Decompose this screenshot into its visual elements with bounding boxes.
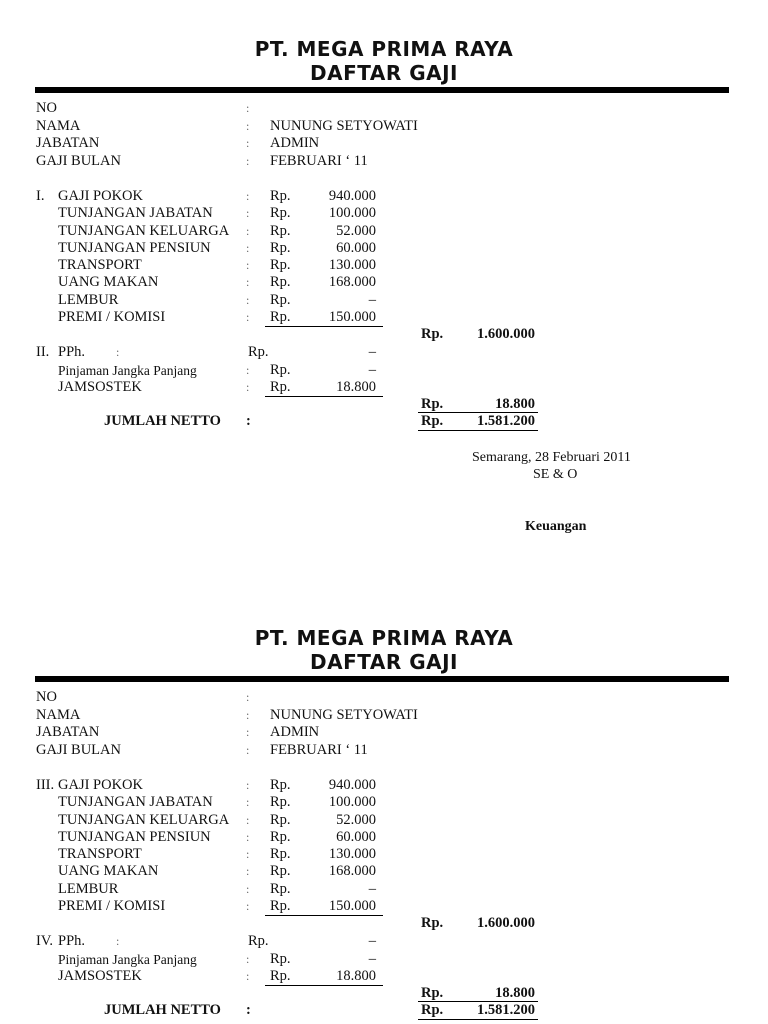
income-label: TUNJANGAN PENSIUN: [58, 829, 211, 845]
income-label: TUNJANGAN KELUARGA: [58, 812, 230, 828]
income-currency: Rp.: [270, 188, 291, 204]
colon: :: [246, 708, 250, 722]
colon: :: [246, 101, 250, 115]
document-title: DAFTAR GAJI: [310, 650, 458, 674]
deduction-label: JAMSOSTEK: [58, 968, 142, 984]
field-label-no: NO: [36, 689, 57, 705]
income-currency: Rp.: [270, 292, 291, 308]
field-value-jabatan: ADMIN: [270, 724, 320, 740]
field-value-gaji-bulan: FEBRUARI ‘ 11: [270, 153, 368, 169]
colon: :: [246, 136, 250, 150]
income-amount: 150.000: [328, 898, 376, 914]
colon: :: [246, 258, 250, 272]
subtotal-underline: [265, 985, 383, 986]
income-currency: Rp.: [270, 240, 291, 256]
deduction-total-currency: Rp.: [421, 985, 444, 1001]
header-rule: [35, 87, 729, 93]
income-label: PREMI / KOMISI: [58, 309, 166, 325]
field-value-nama: NUNUNG SETYOWATI: [270, 118, 418, 134]
income-label: TRANSPORT: [58, 257, 142, 273]
income-label: UANG MAKAN: [58, 863, 159, 879]
income-amount: 130.000: [328, 257, 376, 273]
colon: :: [246, 690, 250, 704]
deduction-label: JAMSOSTEK: [58, 379, 142, 395]
income-amount: 60.000: [336, 829, 376, 845]
netto-underline: [418, 1019, 538, 1020]
colon: :: [246, 725, 250, 739]
deduction-total-amount: 18.800: [495, 396, 535, 412]
colon: :: [116, 934, 120, 948]
income-currency: Rp.: [270, 863, 291, 879]
income-label: TUNJANGAN JABATAN: [58, 205, 213, 221]
colon: :: [246, 189, 250, 203]
income-amount: –: [368, 881, 376, 897]
colon: :: [246, 899, 250, 913]
field-label-gaji-bulan: GAJI BULAN: [36, 742, 121, 758]
income-currency: Rp.: [270, 309, 291, 325]
colon: :: [246, 778, 250, 792]
income-amount: 940.000: [328, 777, 376, 793]
netto-amount: 1.581.200: [477, 1002, 535, 1018]
deduction-label: PPh.: [58, 344, 86, 360]
colon: :: [246, 743, 250, 757]
netto-currency: Rp.: [421, 1002, 444, 1018]
deduction-currency: Rp.: [270, 968, 291, 984]
income-total-currency: Rp.: [421, 326, 444, 342]
income-numeral: III.: [36, 777, 55, 793]
income-amount: 52.000: [336, 812, 376, 828]
subtotal-underline: [265, 396, 383, 397]
deduction-amount: –: [368, 951, 376, 967]
income-amount: 130.000: [328, 846, 376, 862]
colon: :: [246, 224, 250, 238]
netto-amount: 1.581.200: [477, 413, 535, 429]
income-currency: Rp.: [270, 274, 291, 290]
company-name: PT. MEGA PRIMA RAYA: [254, 37, 514, 61]
colon: :: [246, 1002, 251, 1018]
deduction-currency: Rp.: [270, 362, 291, 378]
deduction-currency: Rp.: [270, 379, 291, 395]
income-amount: 100.000: [328, 205, 376, 221]
field-value-jabatan: ADMIN: [270, 135, 320, 151]
deduction-numeral: II.: [36, 344, 50, 360]
place-date: Semarang, 28 Februari 2011: [472, 450, 631, 465]
colon: :: [246, 119, 250, 133]
colon: :: [246, 969, 250, 983]
income-amount: 940.000: [328, 188, 376, 204]
colon: :: [246, 293, 250, 307]
document-title: DAFTAR GAJI: [310, 61, 458, 85]
field-label-jabatan: JABATAN: [36, 724, 100, 740]
colon: :: [246, 380, 250, 394]
income-label: TUNJANGAN JABATAN: [58, 794, 213, 810]
colon: :: [246, 795, 250, 809]
colon: :: [246, 847, 250, 861]
colon: :: [246, 413, 251, 429]
field-label-nama: NAMA: [36, 118, 81, 134]
deduction-label: PPh.: [58, 933, 86, 949]
income-currency: Rp.: [270, 812, 291, 828]
colon: :: [246, 830, 250, 844]
income-label: GAJI POKOK: [58, 188, 143, 204]
income-currency: Rp.: [270, 257, 291, 273]
income-label: TUNJANGAN PENSIUN: [58, 240, 211, 256]
income-amount: 168.000: [328, 863, 376, 879]
colon: :: [246, 154, 250, 168]
deduction-amount: 18.800: [336, 379, 376, 395]
income-currency: Rp.: [270, 829, 291, 845]
income-label: TUNJANGAN KELUARGA: [58, 223, 230, 239]
income-label: LEMBUR: [58, 881, 119, 897]
colon: :: [246, 206, 250, 220]
income-amount: 100.000: [328, 794, 376, 810]
deduction-currency: Rp.: [248, 933, 269, 949]
field-label-no: NO: [36, 100, 57, 116]
income-label: TRANSPORT: [58, 846, 142, 862]
income-amount: 52.000: [336, 223, 376, 239]
income-label: UANG MAKAN: [58, 274, 159, 290]
deduction-label: Pinjaman Jangka Panjang: [58, 952, 197, 967]
approver: SE & O: [533, 467, 578, 482]
field-value-gaji-bulan: FEBRUARI ‘ 11: [270, 742, 368, 758]
colon: :: [246, 310, 250, 324]
income-currency: Rp.: [270, 205, 291, 221]
colon: :: [246, 882, 250, 896]
field-label-nama: NAMA: [36, 707, 81, 723]
income-amount: –: [368, 292, 376, 308]
deduction-numeral: IV.: [36, 933, 54, 949]
field-label-jabatan: JABATAN: [36, 135, 100, 151]
income-currency: Rp.: [270, 898, 291, 914]
colon: :: [246, 952, 250, 966]
income-total-amount: 1.600.000: [477, 326, 535, 342]
income-currency: Rp.: [270, 846, 291, 862]
income-currency: Rp.: [270, 223, 291, 239]
company-name: PT. MEGA PRIMA RAYA: [254, 626, 514, 650]
payslip-2: [0, 589, 768, 1024]
income-currency: Rp.: [270, 881, 291, 897]
deduction-amount: 18.800: [336, 968, 376, 984]
deduction-total-amount: 18.800: [495, 985, 535, 1001]
income-amount: 168.000: [328, 274, 376, 290]
colon: :: [246, 275, 250, 289]
deduction-currency: Rp.: [270, 951, 291, 967]
netto-label: JUMLAH NETTO: [104, 413, 221, 429]
deduction-currency: Rp.: [248, 344, 269, 360]
income-label: LEMBUR: [58, 292, 119, 308]
income-label: GAJI POKOK: [58, 777, 143, 793]
colon: :: [246, 813, 250, 827]
income-numeral: I.: [36, 188, 45, 204]
colon: :: [246, 363, 250, 377]
income-currency: Rp.: [270, 777, 291, 793]
subtotal-underline: [265, 326, 383, 327]
income-currency: Rp.: [270, 794, 291, 810]
field-label-gaji-bulan: GAJI BULAN: [36, 153, 121, 169]
header-rule: [35, 676, 729, 682]
subtotal-underline: [265, 915, 383, 916]
field-value-nama: NUNUNG SETYOWATI: [270, 707, 418, 723]
colon: :: [246, 864, 250, 878]
netto-currency: Rp.: [421, 413, 444, 429]
deduction-amount: –: [368, 933, 376, 949]
income-amount: 60.000: [336, 240, 376, 256]
deduction-amount: –: [368, 344, 376, 360]
income-amount: 150.000: [328, 309, 376, 325]
deduction-amount: –: [368, 362, 376, 378]
income-total-currency: Rp.: [421, 915, 444, 931]
signatory: Keuangan: [525, 519, 587, 534]
colon: :: [116, 345, 120, 359]
deduction-label: Pinjaman Jangka Panjang: [58, 363, 197, 378]
income-total-amount: 1.600.000: [477, 915, 535, 931]
income-label: PREMI / KOMISI: [58, 898, 166, 914]
netto-underline: [418, 430, 538, 431]
deduction-total-currency: Rp.: [421, 396, 444, 412]
netto-label: JUMLAH NETTO: [104, 1002, 221, 1018]
colon: :: [246, 241, 250, 255]
